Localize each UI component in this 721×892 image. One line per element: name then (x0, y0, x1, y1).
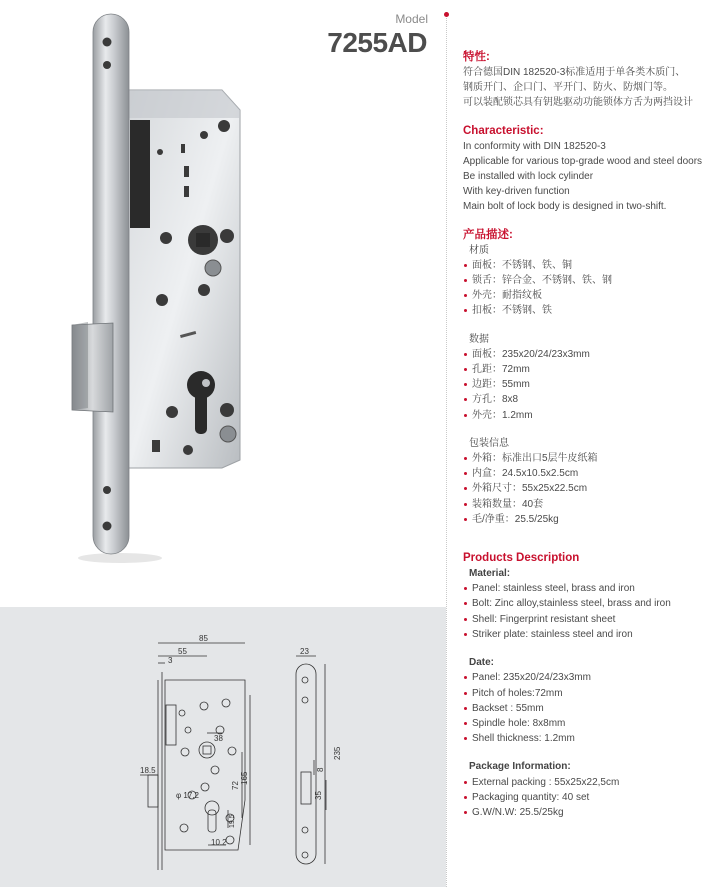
product-en-heading: Products Description (463, 552, 580, 565)
characteristic-line: Main bolt of lock body is designed in two-shift. (463, 201, 667, 213)
dim-3: 3 (168, 656, 173, 665)
material-en-title: Material: (469, 568, 511, 580)
features-cn-line: 可以装配锁芯具有钥匙驱动功能锁体方舌为两挡设计 (463, 97, 693, 109)
model-code: 7255AD (327, 27, 427, 58)
list-item: 孔距：72mm (463, 362, 715, 377)
dim-18-5: 18.5 (140, 766, 156, 775)
list-item: Backset : 55mm (463, 701, 715, 716)
lock-product-photo (62, 12, 252, 567)
dim-72: 72 (231, 781, 240, 790)
dim-8: 8 (316, 767, 325, 772)
technical-drawing (0, 607, 446, 887)
features-cn-heading: 特性: (463, 51, 490, 63)
list-item: 内盒：24.5x10.5x2.5cm (463, 466, 715, 481)
list-item: Panel: 235x20/24/23x3mm (463, 670, 715, 685)
list-item: Packaging quantity: 40 set (463, 790, 715, 805)
dim-23: 23 (300, 647, 309, 656)
packing-cn-list (463, 451, 715, 527)
dim-19-5: 19.5 (229, 814, 236, 828)
model-label: Model (395, 12, 428, 26)
list-item: 外壳：耐指纹板 (463, 288, 715, 303)
dim-10-2: 10.2 (211, 838, 227, 847)
product-cn-heading: 产品描述: (463, 228, 513, 241)
characteristic-line: Applicable for various top-grade wood and steel doors (463, 155, 703, 167)
divider-accent-dot (444, 12, 449, 17)
dim-35: 35 (314, 791, 323, 800)
list-item: 毛/净重：25.5/25kg (463, 512, 715, 527)
characteristic-line: With key-driven function (463, 186, 570, 198)
data-en-title: Date: (469, 657, 495, 669)
list-item: 扣板：不锈钢、铁 (463, 303, 715, 318)
packing-en-title: Package Information: (469, 761, 571, 773)
list-item: Panel: stainless steel, brass and iron (463, 581, 715, 596)
column-divider (446, 12, 447, 887)
list-item: 面板：235x20/24/23x3mm (463, 347, 715, 362)
list-item: External packing : 55x25x22,5cm (463, 775, 715, 790)
specification-column (463, 50, 715, 820)
list-item: 外箱：标准出口5层牛皮纸箱 (463, 451, 715, 466)
dim-55: 55 (178, 647, 187, 656)
characteristic-line: Be installed with lock cylinder (463, 171, 594, 183)
list-item: Shell thickness: 1.2mm (463, 731, 715, 746)
data-cn-list (463, 347, 715, 423)
list-item: 方孔：8x8 (463, 392, 715, 407)
features-cn-line: 钢质开门、企口门、平开门、防火、防烟门等。 (463, 82, 673, 94)
list-item: G.W/N.W: 25.5/25kg (463, 805, 715, 820)
list-item: Striker plate: stainless steel and iron (463, 627, 715, 642)
dim-38: 38 (214, 734, 223, 743)
dim-85: 85 (199, 634, 208, 643)
material-cn-title: 材质 (469, 244, 489, 256)
list-item: 外箱尺寸：55x25x22.5cm (463, 481, 715, 496)
list-item: 装箱数量：40套 (463, 497, 715, 512)
data-cn-title: 数据 (469, 333, 489, 345)
dim-165: 165 (240, 771, 249, 785)
list-item: Bolt: Zinc alloy,stainless steel, brass and iron (463, 596, 715, 611)
list-item: Spindle hole: 8x8mm (463, 716, 715, 731)
characteristic-heading: Characteristic: (463, 124, 544, 137)
list-item: 锁舌：锌合金、不锈钢、铁、钢 (463, 273, 715, 288)
packing-cn-title: 包装信息 (469, 437, 509, 449)
list-item: 外壳：1.2mm (463, 408, 715, 423)
list-item: 面板：不锈钢、铁、铜 (463, 258, 715, 273)
material-cn-list (463, 258, 715, 319)
technical-drawing-panel (0, 607, 446, 887)
data-en-list (463, 670, 715, 746)
dim-235: 235 (333, 746, 342, 760)
list-item: Pitch of holes:72mm (463, 686, 715, 701)
dim-phi-17-2: φ 17.2 (176, 791, 199, 800)
list-item: 边距：55mm (463, 377, 715, 392)
material-en-list (463, 581, 715, 642)
packing-en-list (463, 775, 715, 821)
characteristic-line: In conformity with DIN 182520-3 (463, 140, 606, 152)
list-item: Shell: Fingerprint resistant sheet (463, 612, 715, 627)
features-cn-line: 符合德国DIN 182520-3标准适用于单各类木质门、 (463, 67, 686, 78)
